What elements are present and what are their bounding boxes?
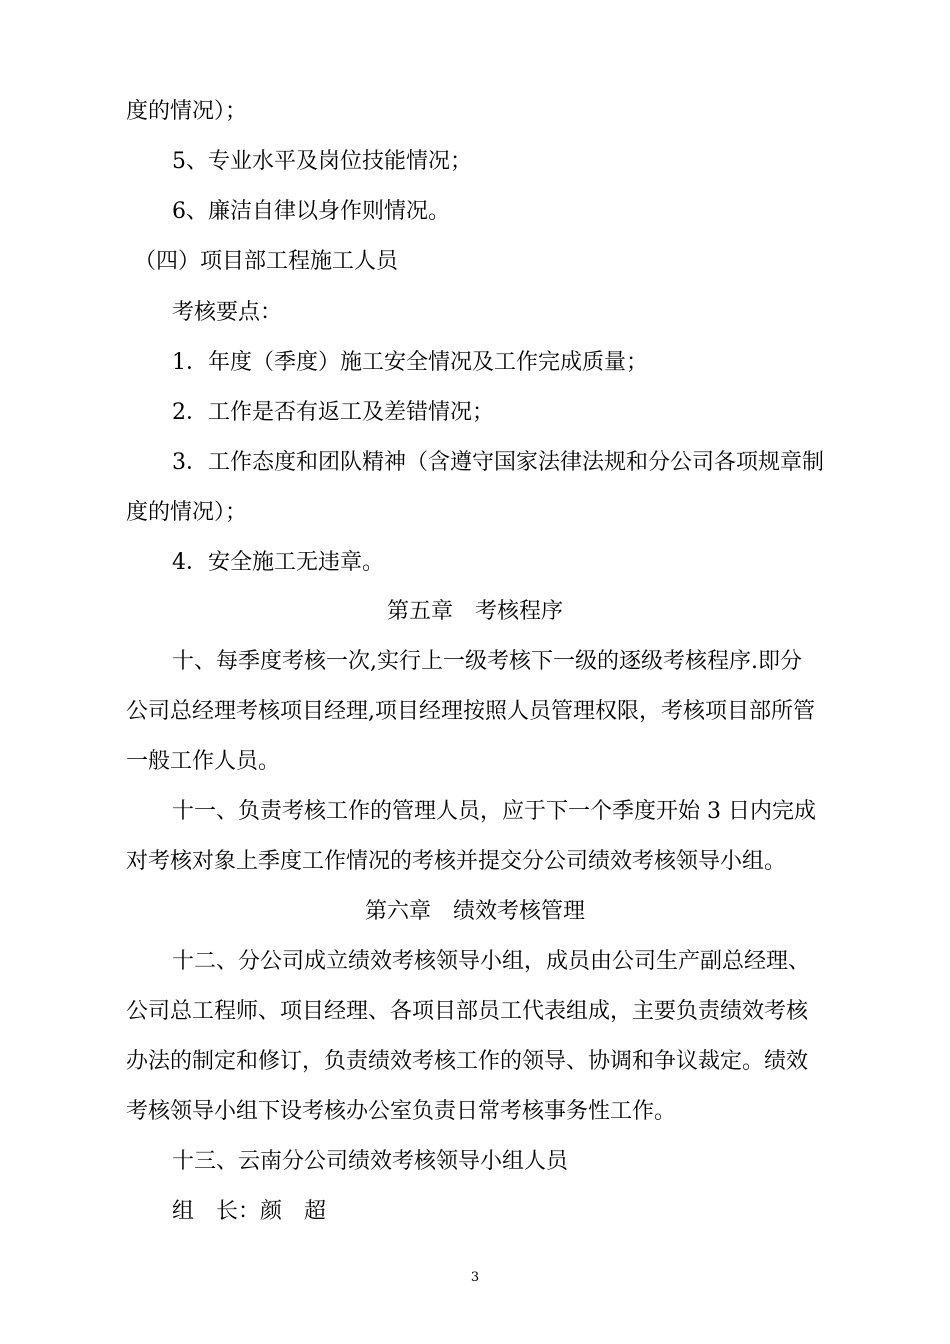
text-line: 考核要点： [172,300,283,325]
paragraph-line: 考核领导小组下设考核办公室负责日常考核事务性工作。 [126,1099,677,1124]
paragraph-line: 十三、云南分公司绩效考核领导小组人员 [172,1149,569,1174]
paragraph-line: 十二、分公司成立绩效考核领导小组，成员由公司生产副总经理、 [172,949,811,974]
list-item: 2．工作是否有返工及差错情况； [172,400,494,425]
paragraph-line: 公司总经理考核项目经理,项目经理按照人员管理权限，考核项目部所管 [126,699,815,724]
list-item: 6、廉洁自律以身作则情况。 [172,199,450,224]
chapter-heading: 第六章 绩效考核管理 [364,899,585,924]
text-line: 度的情况）； [126,99,248,124]
list-item: 4．安全施工无违章。 [172,550,384,575]
paragraph-line: 十一、负责考核工作的管理人员，应于下一个季度开始 3 日内完成 [172,799,816,824]
paragraph-line: 一般工作人员。 [126,749,281,774]
page-number: 3 [470,1270,480,1285]
text-line: 组 长：颜 超 [172,1199,327,1224]
chapter-heading: 第五章 考核程序 [386,599,563,624]
paragraph-line: 十、每季度考核一次,实行上一级考核下一级的逐级考核程序.即分 [172,649,802,674]
section-subheading: （四）项目部工程施工人员 [134,249,399,274]
list-item: 1．年度（季度）施工安全情况及工作完成质量； [172,350,648,375]
list-item: 5、专业水平及岗位技能情况； [172,149,472,174]
paragraph-line: 对考核对象上季度工作情况的考核并提交分公司绩效考核领导小组。 [126,849,787,874]
list-item: 3．工作态度和团队精神（含遵守国家法律法规和分公司各项规章制 [172,450,824,475]
paragraph-line: 公司总工程师、项目经理、各项目部员工代表组成，主要负责绩效考核 [126,999,809,1024]
text-line: 度的情况）； [126,500,248,525]
paragraph-line: 办法的制定和修订，负责绩效考核工作的领导、协调和争议裁定。绩效 [126,1049,809,1074]
